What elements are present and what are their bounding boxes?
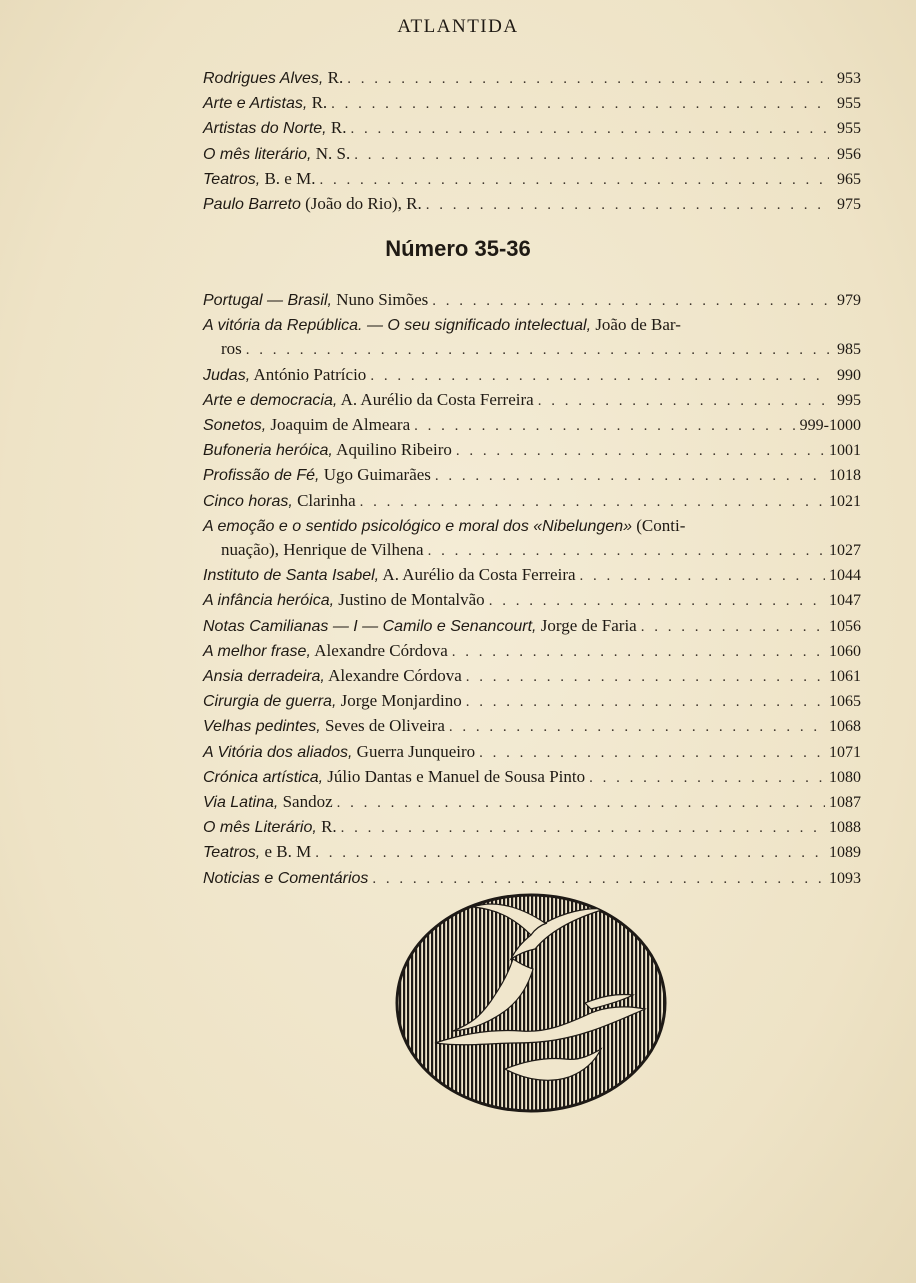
entry-title: Noticias e Comentários bbox=[203, 869, 369, 887]
toc-entry-line bbox=[203, 514, 861, 538]
entry-title: Sonetos, bbox=[203, 417, 267, 435]
dot-leader bbox=[435, 465, 825, 488]
toc-entry bbox=[203, 538, 861, 563]
toc-entry bbox=[203, 142, 861, 167]
entry-title: Paulo Barreto bbox=[203, 196, 301, 214]
entry-author: R. bbox=[323, 68, 344, 87]
entry-title: Cirurgia de guerra, bbox=[203, 693, 337, 711]
entry-page: 1065 bbox=[829, 693, 861, 711]
dot-leader bbox=[331, 93, 829, 116]
dot-leader bbox=[360, 491, 825, 514]
entry-title: Via Latina, bbox=[203, 794, 279, 812]
toc-entry bbox=[203, 840, 861, 865]
toc-entry bbox=[203, 413, 861, 438]
dot-leader bbox=[426, 194, 829, 217]
entry-page: 1018 bbox=[829, 467, 861, 485]
entry-title: Ansia derradeira, bbox=[203, 668, 325, 686]
entry-author: Jorge de Faria bbox=[536, 615, 637, 635]
entry-author: Sandoz bbox=[278, 792, 333, 812]
dot-leader bbox=[466, 691, 825, 714]
entry-page: 979 bbox=[837, 292, 861, 309]
dot-leader bbox=[337, 792, 825, 815]
entry-title: A Vitória dos aliados, bbox=[203, 743, 353, 761]
entry-title: Cinco horas, bbox=[203, 492, 293, 510]
toc-entry bbox=[203, 714, 861, 739]
toc-entry bbox=[203, 563, 861, 588]
entry-author: Alexandre Córdova bbox=[324, 666, 462, 686]
toc-entry bbox=[203, 192, 861, 217]
entry-page: 990 bbox=[837, 366, 861, 384]
entry-author: A. Aurélio da Costa Ferreira bbox=[379, 565, 576, 585]
entry-page: 1027 bbox=[829, 542, 861, 560]
dot-leader bbox=[432, 290, 829, 313]
entry-title: A emoção e o sentido psicológico e moral dos «Nibelungen» bbox=[203, 517, 633, 535]
toc-entry bbox=[203, 765, 861, 790]
dot-leader bbox=[319, 169, 829, 192]
toc-entry bbox=[203, 66, 861, 91]
entry-title: Bufoneria heróica, bbox=[203, 442, 333, 460]
entry-author: João de Bar- bbox=[591, 315, 681, 335]
toc-entry bbox=[203, 689, 861, 714]
toc-entry bbox=[203, 866, 861, 891]
dot-leader bbox=[641, 616, 825, 639]
toc-entry bbox=[203, 388, 861, 413]
entry-author: Júlio Dantas e Manuel de Sousa Pinto bbox=[323, 766, 586, 786]
entry-title: Teatros, bbox=[203, 170, 261, 188]
toc-entry bbox=[203, 116, 861, 141]
entry-page: 1044 bbox=[829, 567, 861, 585]
entry-page: 1060 bbox=[829, 642, 861, 660]
entry-page: 965 bbox=[837, 170, 861, 188]
entry-page: 1089 bbox=[829, 844, 861, 862]
toc-entry bbox=[203, 288, 861, 313]
entry-page: 953 bbox=[837, 70, 861, 87]
entry-title: Rodrigues Alves, bbox=[203, 70, 324, 87]
dot-leader bbox=[538, 390, 829, 413]
entry-title: Arte e Artistas, bbox=[203, 95, 308, 113]
dot-leader bbox=[347, 68, 829, 91]
entry-author: Guerra Junqueiro bbox=[352, 741, 476, 761]
entry-author: R. bbox=[307, 93, 328, 113]
entry-page: 999-1000 bbox=[799, 417, 861, 435]
dot-leader bbox=[466, 666, 825, 689]
entry-title: A infância heróica, bbox=[203, 592, 335, 610]
toc-entry bbox=[203, 489, 861, 514]
toc-entry bbox=[203, 664, 861, 689]
entry-title: Instituto de Santa Isabel, bbox=[203, 567, 380, 585]
dot-leader bbox=[372, 868, 825, 891]
dot-leader bbox=[354, 144, 829, 167]
entry-author: Nuno Simões bbox=[331, 290, 429, 309]
entry-title: Artistas do Norte, bbox=[203, 120, 327, 138]
dot-leader bbox=[370, 365, 829, 388]
seagull-over-waves-emblem-icon bbox=[395, 893, 667, 1113]
entry-author-cont: ros bbox=[221, 339, 242, 359]
entry-author: Jorge Monjardino bbox=[336, 691, 462, 711]
entry-page: 1056 bbox=[829, 617, 861, 635]
toc-entry bbox=[203, 815, 861, 840]
toc-entry-line bbox=[203, 313, 861, 337]
toc-entry bbox=[203, 588, 861, 613]
entry-author: (João do Rio), R. bbox=[300, 194, 422, 214]
entry-title: A vitória da República. — O seu significado intelectual, bbox=[203, 317, 592, 335]
toc-section-35-36 bbox=[203, 288, 861, 891]
entry-title: Notas Camilianas — I — Camilo e Senancourt, bbox=[203, 617, 537, 635]
entry-page: 955 bbox=[837, 120, 861, 138]
entry-page: 975 bbox=[837, 196, 861, 214]
entry-author: Seves de Oliveira bbox=[320, 716, 445, 736]
entry-title: Arte e democracia, bbox=[203, 391, 338, 409]
toc-entry bbox=[203, 91, 861, 116]
dot-leader bbox=[350, 118, 829, 141]
entry-page: 1080 bbox=[829, 768, 861, 786]
entry-page: 1093 bbox=[829, 869, 861, 887]
toc-entry bbox=[203, 167, 861, 192]
toc-entry bbox=[203, 463, 861, 488]
entry-author: N. S. bbox=[311, 143, 351, 163]
running-head: ATLANTIDA bbox=[397, 16, 519, 37]
toc-entry bbox=[203, 438, 861, 463]
dot-leader bbox=[315, 842, 825, 865]
entry-title: Velhas pedintes, bbox=[203, 718, 321, 736]
entry-page: 1087 bbox=[829, 794, 861, 812]
dot-leader bbox=[456, 440, 825, 463]
entry-page: 1088 bbox=[829, 819, 861, 837]
toc-section-top bbox=[203, 66, 861, 217]
dot-leader bbox=[589, 767, 825, 790]
entry-page: 1061 bbox=[829, 668, 861, 686]
entry-author: António Patrício bbox=[250, 364, 367, 384]
entry-title: Judas, bbox=[203, 366, 251, 384]
entry-page: 1047 bbox=[829, 592, 861, 610]
entry-author: Ugo Guimarães bbox=[319, 465, 431, 485]
toc-entry bbox=[203, 337, 861, 362]
dot-leader bbox=[449, 716, 825, 739]
entry-author: Clarinha bbox=[292, 490, 356, 510]
dot-leader bbox=[489, 590, 825, 613]
entry-page: 1001 bbox=[829, 442, 861, 460]
entry-author: (Conti- bbox=[632, 515, 686, 535]
dot-leader bbox=[452, 641, 825, 664]
entry-author-cont: nuação), Henrique de Vilhena bbox=[221, 540, 424, 560]
entry-page: 985 bbox=[837, 341, 861, 359]
toc-entry bbox=[203, 790, 861, 815]
entry-title: A melhor frase, bbox=[203, 642, 311, 660]
entry-author: e B. M bbox=[260, 842, 312, 862]
entry-page: 995 bbox=[837, 391, 861, 409]
section-heading: Número 35-36 bbox=[385, 236, 531, 261]
entry-author: Alexandre Córdova bbox=[310, 640, 448, 660]
entry-author: R. bbox=[326, 118, 347, 138]
toc-entry bbox=[203, 363, 861, 388]
entry-page: 1071 bbox=[829, 743, 861, 761]
entry-page: 1021 bbox=[829, 492, 861, 510]
entry-title: Profissão de Fé, bbox=[203, 467, 320, 485]
dot-leader bbox=[414, 415, 796, 438]
dot-leader bbox=[341, 817, 825, 840]
entry-author: B. e M. bbox=[260, 168, 316, 188]
dot-leader bbox=[479, 742, 825, 765]
entry-author: A. Aurélio da Costa Ferreira bbox=[337, 389, 534, 409]
toc-entry bbox=[203, 740, 861, 765]
entry-title: O mês Literário, bbox=[203, 819, 317, 837]
entry-title: O mês literário, bbox=[203, 145, 312, 163]
entry-author: Justino de Montalvão bbox=[334, 590, 485, 610]
toc-entry bbox=[203, 614, 861, 639]
entry-page: 956 bbox=[837, 145, 861, 163]
entry-author: Joaquim de Almeara bbox=[266, 415, 411, 435]
entry-title: Portugal — Brasil, bbox=[203, 292, 332, 309]
dot-leader bbox=[580, 565, 825, 588]
toc-entry bbox=[203, 639, 861, 664]
entry-author: Aquilino Ribeiro bbox=[332, 440, 452, 460]
entry-title: Teatros, bbox=[203, 844, 261, 862]
entry-author: R. bbox=[316, 817, 337, 837]
dot-leader bbox=[428, 540, 825, 563]
dot-leader bbox=[246, 339, 829, 362]
entry-page: 955 bbox=[837, 95, 861, 113]
entry-page: 1068 bbox=[829, 718, 861, 736]
entry-title: Crónica artística, bbox=[203, 768, 324, 786]
